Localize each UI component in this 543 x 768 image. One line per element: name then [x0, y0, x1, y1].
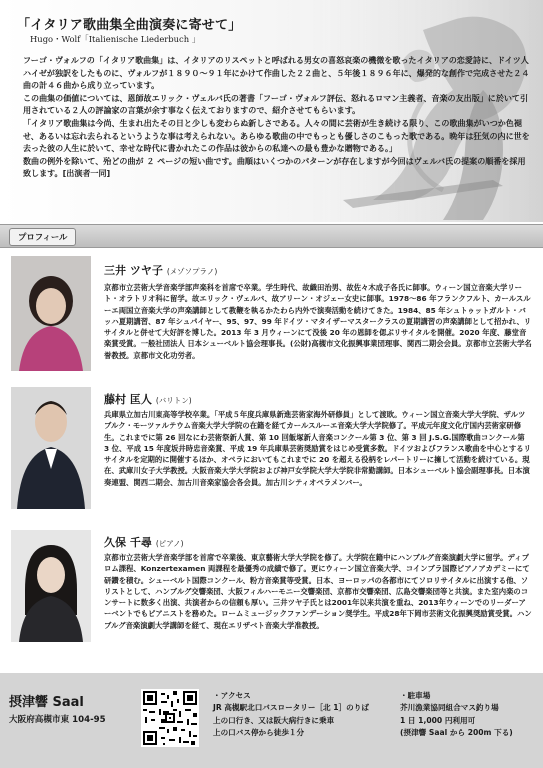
- page-subtitle: Hugo・Wolf「Italienische Liederbuch 」: [30, 34, 201, 44]
- parking-heading: ・駐車場: [400, 691, 431, 700]
- venue-address: 大阪府高槻市東 104-95: [9, 715, 106, 725]
- profile-header-bar: [0, 224, 543, 248]
- profile-label: プロフィール: [9, 228, 76, 246]
- access-line: 上の口行き、又は阪大病行きに乗車: [213, 715, 335, 725]
- performer-photo-fujimura: [11, 387, 91, 509]
- access-line: JR 高槻駅北口バスロータリー［北 1］のりば: [213, 703, 369, 713]
- access-heading: ・アクセス: [213, 691, 251, 700]
- parking-line: 1 日 1,000 円利用可: [400, 715, 476, 725]
- parking-line: (摂津響 Saal から 200m 下る): [400, 728, 513, 738]
- performer-name-text: 久保 千尋: [104, 536, 152, 549]
- performer-name: [104, 262, 217, 278]
- performer-voice-type: (ピアノ): [155, 539, 184, 548]
- parking-line: 芥川漁業協同組合マス釣り場: [400, 703, 499, 713]
- intro-paragraph: フーゴ・ヴォルフの「イタリア歌曲集」は、イタリアのリスペットと呼ばれる男女の喜怒哀楽の機微を歌ったイタリアの恋愛詩に、ドイツ人ハイゼが独訳をしたものに、ヴォルフが１８９０～９１年にかけて作曲した２２曲と、５年後１８９６年に、爆発的な創作で完成させた２４曲の計４６曲から成り立っています。: [23, 56, 530, 91]
- parking-info: [400, 690, 513, 740]
- performer-photo-kubo: [11, 530, 91, 642]
- intro-paragraph: この曲集の価値については、恩師故エリック・ヴェルバ氏の著書「フーゴ・ヴォルフ評伝、怒れるロマン主義者、音楽の友出版」に於いて引用されている２人の評論家の言葉が余す事なく伝えておりますので、紹介させてもらいます。: [23, 93, 529, 116]
- venue-name: 摂津響 Saal: [9, 695, 84, 710]
- venue-footer: [0, 673, 543, 768]
- performer-voice-type: (バリトン): [155, 396, 192, 405]
- performer-bio: 京都市立芸術大学音楽学部声楽科を首席で卒業。学生時代、故織田治男、故佐々木成子各氏に師事。ウィーン国立音楽大学リート・オラトリオ科に留学。故エリック・ヴェルバ、故アリーン・オジェー女史に師事。1978～86 年フランクフルト、カールスルーエ両国立音楽大学の声楽講師として教鞭を執るかたわら内外で演奏活動を続けてきた。1984、85 年シュトゥットガルト・バッハ夏期講習、87 年シュパイヤー、95、97、99 年ドイツ・マタイザーマスタークラスの夏期講習の声楽講師として招かれ、リサイタルと併せて大好評を博した。2013 年 3 月ウィーンにて没後 20 年の恩師を偲ぶリサイタルを開催。2020 年度、藤堂音楽賞受賞。一般社団法人 日本シューベルト協会理事長。(公財)高槻市文化振興事業団理事、関西二期会会員。京都市立芸術大学名誉教授。京都市文化功労者。: [104, 283, 532, 360]
- performer-name: [104, 391, 192, 407]
- performer-name-text: 藤村 匡人: [104, 393, 152, 406]
- performer-bio: 京都市立芸術大学音楽学部を首席で卒業後、東京藝術大学大学院を修了。大学院在籍中にハンブルグ音楽演劇大学に留学。ディプロム課程、Konzertexamen 両課程を最優秀の成績で修了。更にウィーン国立音楽大学、コインブラ国際ピアノアカデミーにて研鑽を積む。シューベルト国際コンクール、粉方音楽賞等受賞。日本、ヨーロッパの各都市にてソロリサイタルに出演する他、ソリストとして、ハンブルグ交響楽団、大阪フィルハーモニー交響楽団、京都市交響楽団、広島交響楽団等と共演。また室内楽のコンサートに数多く出演、共演者からの信頼も厚い。三井ツヤ子氏とは2001年以来共演を重ね、2013年ウィーンでのリーダーアーベントでもピアニストを務めた。ロームミュージックファンデーション奨学生。平成28年下岡市芸術文化振興奨励賞受賞。ハンブルグ音楽演劇大学講師を経て、現在エリザベト音楽大学准教授。: [104, 553, 532, 630]
- performer-name-text: 三井 ツヤ子: [104, 264, 163, 277]
- intro-text: [23, 55, 531, 181]
- access-info: [213, 690, 369, 740]
- performer-name: [104, 534, 184, 550]
- intro-section: [0, 0, 543, 222]
- intro-paragraph: 数曲の例外を除いて、殆どの曲が ２ ページの短い曲です。曲順はいくつかのパターンが存在しますが今回はヴェルバ氏の提案の順番を採用致します。[出演者一同]: [23, 156, 526, 179]
- performer-voice-type: (メゾソプラノ): [166, 267, 218, 276]
- performer-bio: 兵庫県立加古川東高等学校卒業。「平成５年度兵庫県新進芸術家海外研修員」として渡欧。ウィーン国立音楽大学大学院、ザルツブルク・モーツァルテウム音楽大学大学院の在籍を経てカールスルーエ音楽大学大学院修了。平成元年度文化庁国内芸術家研修生。これまでに第 26 回なにわ芸術祭新人賞、第 10 回飯塚新人音楽コンクール第 3 位、第 3 回 J.S.G.国際歌曲コンクール第 3 位、平成 15 年度坂井時忠音楽賞、平成 19 年兵庫県芸術奨励賞をはじめ受賞多数。ドイツおよびフランス歌曲を中心とするリサイタルを定期的に開催するほか、オペラにおいてもこれまでに 20 を超える役柄をレパートリーに擁して活動を続けている。現在、武庫川女子大学教授。大阪音楽大学大学院および神戸女学院大学大学院非常勤講師。日本シューベルト協会副理事長。日本演奏連盟、関西二期会、加古川音楽家協会各会員。加古川シティオペラメンバー。: [104, 410, 531, 487]
- intro-paragraph: 「イタリア歌曲集は今尚、生まれ出たその日と少しも変わらぬ新しさである。人々の間に芸術が生き続ける限り、この歌曲集がいつか色褪せ、あるいは忘れ去られるというような事は考えられない。あらゆる歌曲の中でもっとも優しさのこもった歌である。晩年は狂気の内に世を去った彼の人生に於いて、幸せな時代に書かれたこの作品は彼からの私達への最も豊かな贈物である。」: [23, 118, 530, 154]
- performer-photo-mitsui: [11, 256, 91, 371]
- page-title: 「イタリア歌曲集全曲演奏に寄せて」: [17, 18, 242, 33]
- access-line: 上の口バス停から徒歩１分: [213, 728, 305, 738]
- qr-code-icon[interactable]: [141, 689, 199, 747]
